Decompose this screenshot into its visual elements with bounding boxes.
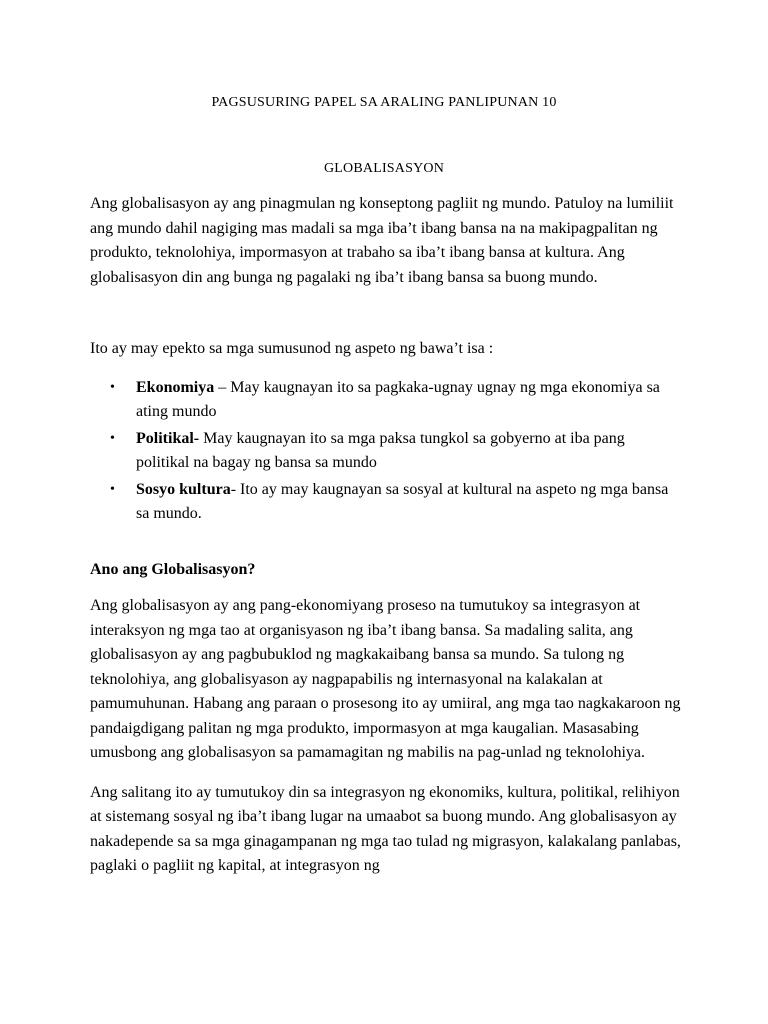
list-item (110, 427, 682, 476)
body-paragraph-2: Ang salitang ito ay tumutukoy din sa integrasyon ng ekonomiks, kultura, politikal, relihiyon at sistemang sosyal ng iba’t ibang lugar na umaabot sa buong mundo. Ang globalisasyon ay nakadepende sa sa mga ginagampanan ng mga tao tulad ng migrasyon, kalakalang panlabas, paglaki o pagliit ng kapital, at integrasyon ng (90, 783, 681, 874)
aspect-term: Sosyo kultura (136, 480, 231, 498)
list-item (110, 478, 682, 527)
aspect-text: - Ito ay may kaugnayan sa sosyal at kultural na aspeto ng mga bansa sa mundo. (136, 480, 669, 522)
bullet-icon: • (110, 379, 115, 395)
aspect-text: – May kaugnayan ito sa pagkaka-ugnay ugnay ng mga ekonomiya sa ating mundo (136, 378, 660, 420)
document-subtitle: GLOBALISASYON (323, 161, 445, 176)
intro-paragraph: Ang globalisasyon ay ang pinagmulan ng konseptong pagliit ng mundo. Patuloy na lumiliit ang mundo dahil nagiging mas madali sa mga iba’t ibang bansa na na makipagpalitan ng produkto, teknolohiya, impormasyon at trabaho sa iba’t ibang bansa at kultura. Ang globalisasyon din ang bunga ng pagalaki ng iba’t ibang bansa sa buong mundo. (90, 195, 674, 286)
document-title: PAGSUSURING PAPEL SA ARALING PANLIPUNAN 10 (211, 95, 557, 110)
aspect-term: Politikal- (136, 429, 200, 447)
aspect-text: May kaugnayan ito sa mga paksa tungkol sa gobyerno at iba pang politikal na bagay ng bansa sa mundo (136, 429, 625, 471)
bullet-icon: • (110, 481, 115, 497)
body-paragraph-1: Ang globalisasyon ay ang pang-ekonomiyang proseso na tumutukoy sa integrasyon at interaksyon ng mga tao at organisyason ng iba’t ibang bansa. Sa madaling salita, ang globalisasyon ay ang pagbubuklod ng magkakaibang bansa sa mundo. Sa tulong ng teknolohiya, ang globalisyason ay nagpapabilis ng internasyonal na kalakalan at pamumuhunan. Habang ang paraan o prosesong ito ay umiiral, ang mga tao nagkakaroon ng pandaigdigang palitan ng mga produkto, impormasyon at mga kaugalian. Masasabing umusbong ang globalisasyon sa pamamagitan ng mabilis na pag-unlad ng teknolohiya. (90, 597, 681, 761)
aspects-list (90, 376, 682, 527)
aspect-term: Ekonomiya (136, 378, 215, 396)
bullet-icon: • (110, 430, 115, 446)
document-body (90, 192, 682, 879)
aspects-lead: Ito ay may epekto sa mga sumusunod ng aspeto ng bawa’t isa : (90, 340, 494, 357)
list-item (110, 376, 682, 425)
section-heading: Ano ang Globalisasyon? (90, 560, 256, 578)
